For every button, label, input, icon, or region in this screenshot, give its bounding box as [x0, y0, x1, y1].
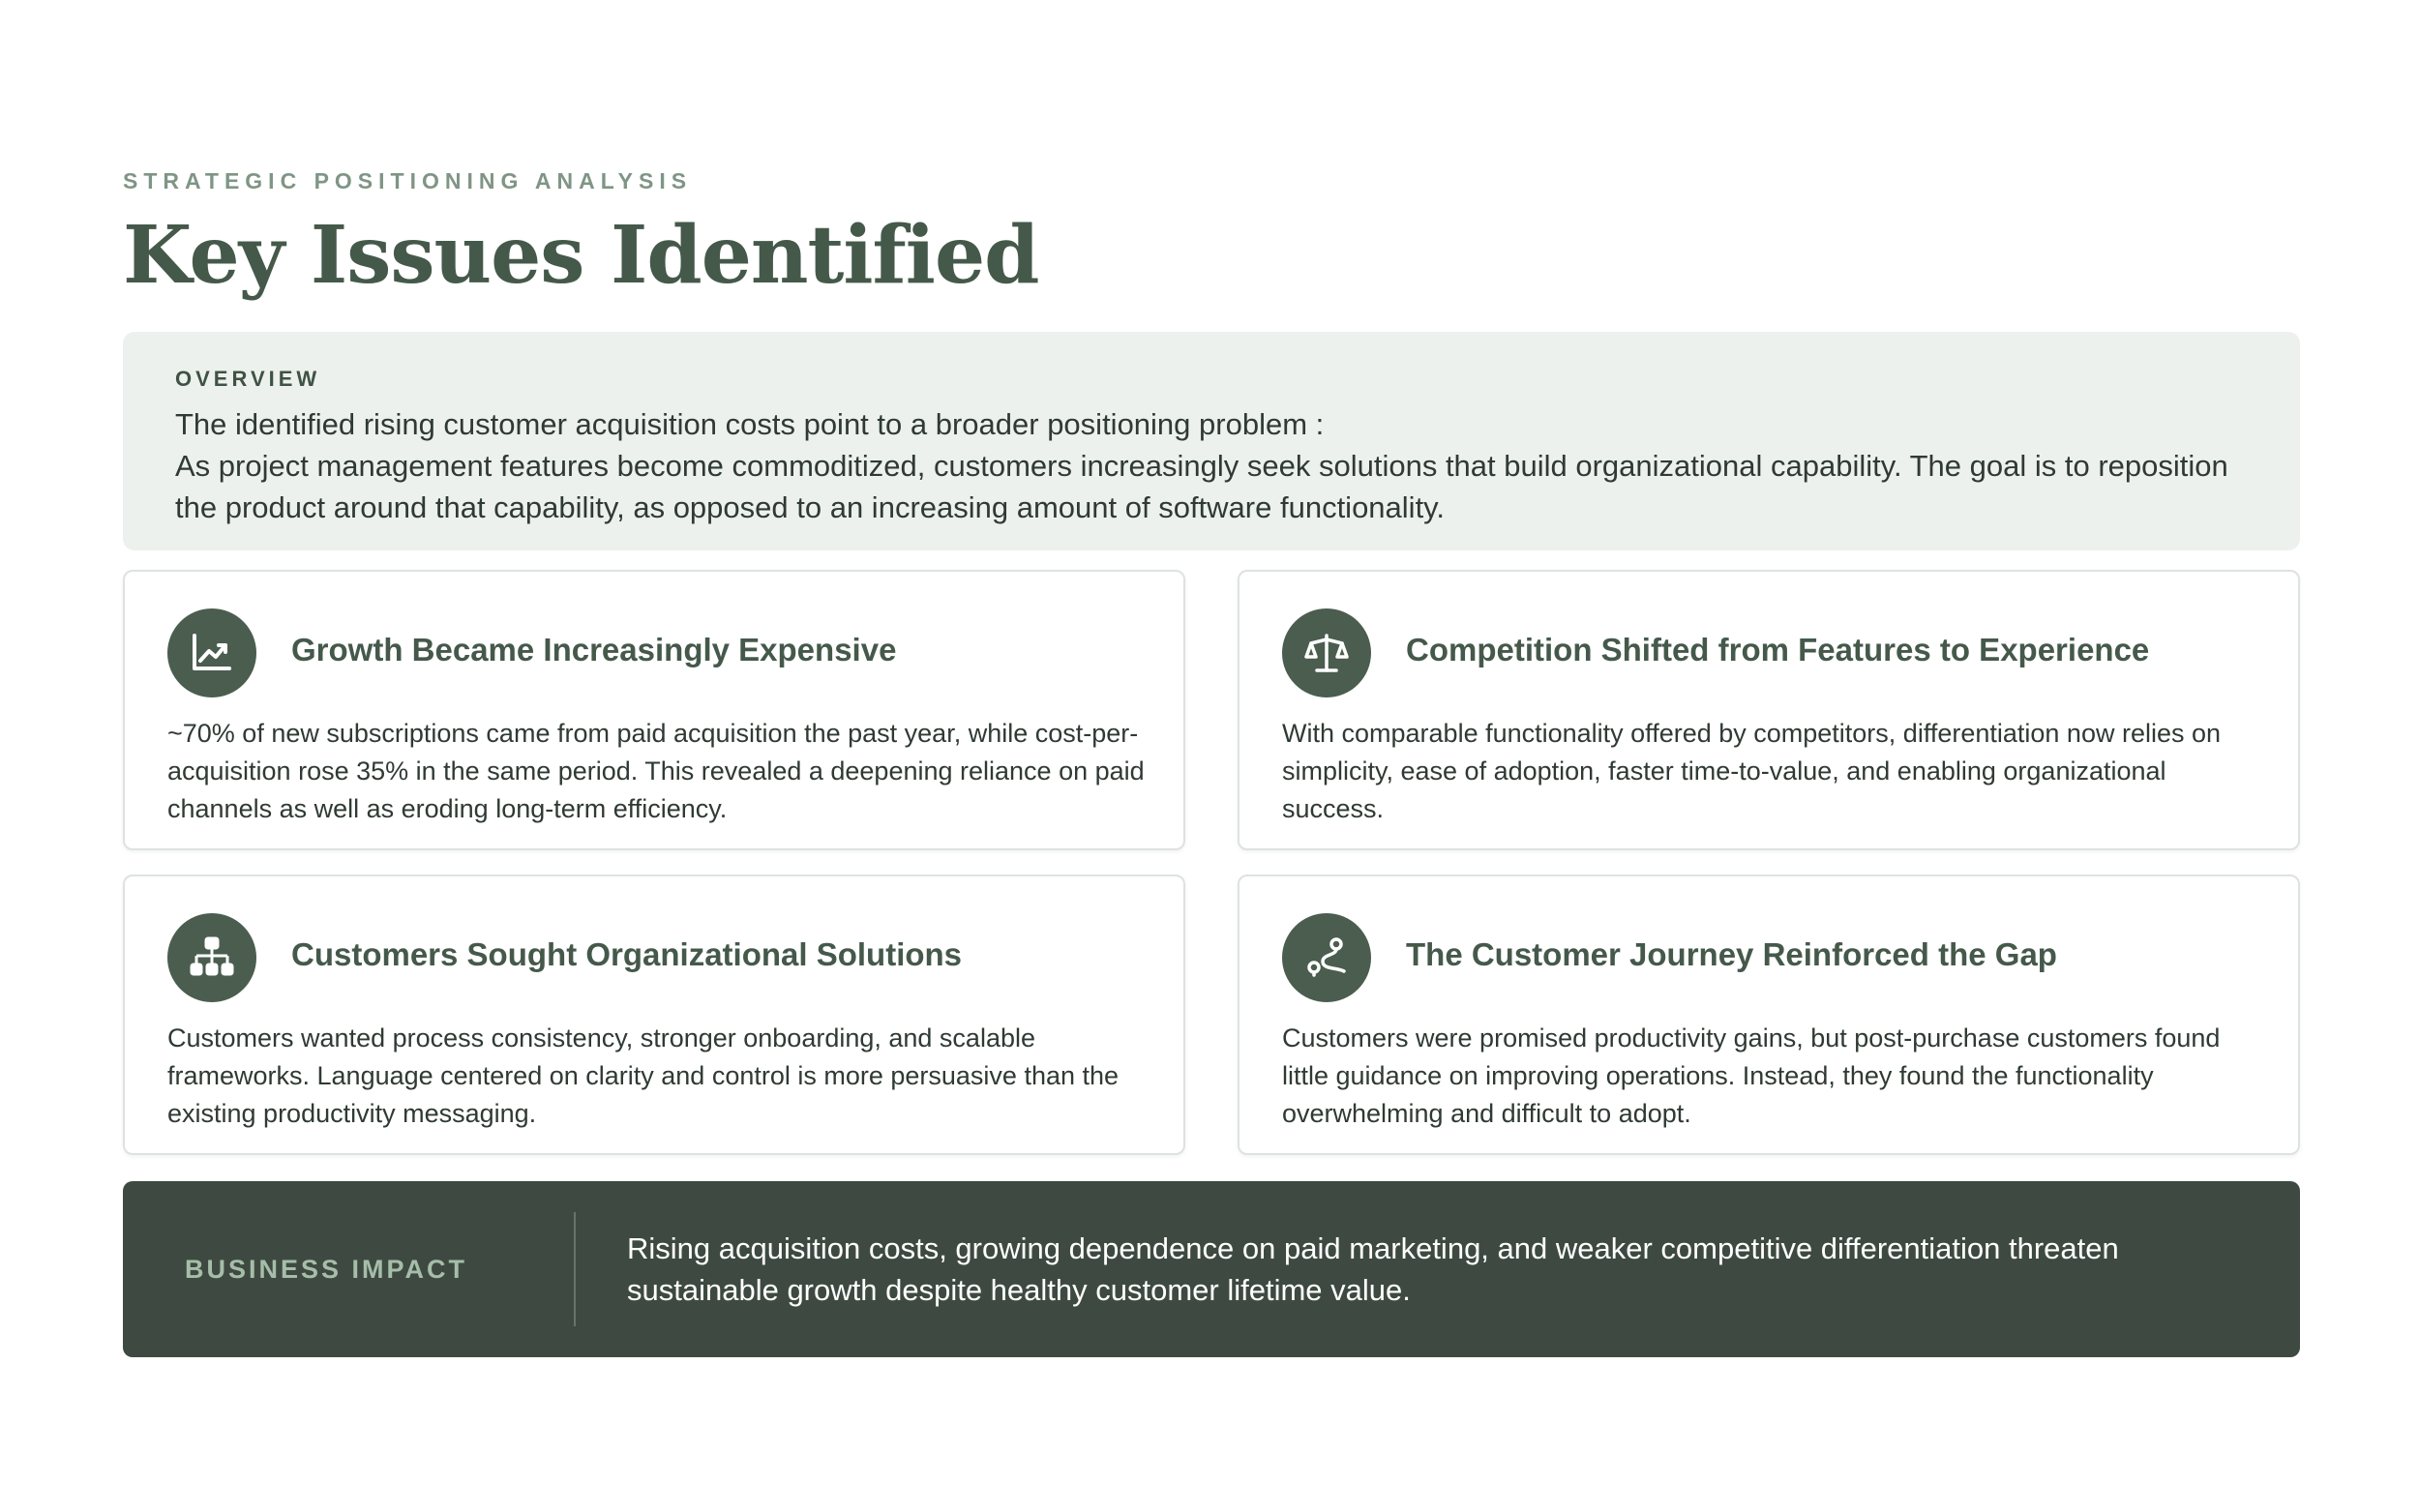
card-body: With comparable functionality offered by competitors, differentiation now relies on simplicity, ease of adoption, faster time-to-value, and enabling organizational success. — [1282, 719, 2222, 823]
card-title: Customers Sought Organizational Solutions — [291, 936, 963, 972]
issue-card-growth — [123, 570, 1185, 850]
issue-card-competition — [1238, 570, 2300, 850]
card-title: The Customer Journey Reinforced the Gap — [1406, 936, 2057, 972]
overview-line-1: The identified rising customer acquisition costs point to a broader positioning problem : — [175, 407, 1325, 441]
issue-card-organizational — [123, 875, 1185, 1155]
business-impact-panel — [123, 1181, 2300, 1357]
overview-text — [175, 403, 2248, 528]
eyebrow-label: STRATEGIC POSITIONING ANALYSIS — [123, 168, 693, 193]
card-body: ~70% of new subscriptions came from paid acquisition the past year, while cost-per-acquisition rose 35% in the same period. This revealed a deepening reliance on paid channels as well as eroding long-term efficiency. — [167, 719, 1145, 823]
issue-card-journey — [1238, 875, 2300, 1155]
overview-panel — [123, 332, 2300, 550]
card-body: Customers wanted process consistency, stronger onboarding, and scalable frameworks. Language centered on clarity and control is more persuasive than the existing productivity messaging. — [167, 1023, 1120, 1128]
card-title: Competition Shifted from Features to Experience — [1406, 632, 2150, 667]
route-icon — [1282, 913, 1371, 1002]
card-title: Growth Became Increasingly Expensive — [291, 632, 897, 667]
impact-divider — [574, 1212, 576, 1326]
card-body: Customers were promised productivity gains, but post-purchase customers found little guidance on improving operations. Instead, they found the functionality overwhelming and difficult to adopt. — [1282, 1023, 2221, 1128]
overview-line-2: As project management features become commoditized, customers increasingly seek solutions that build organizational capability. The goal is to reposition the product around that capability, as opposed to an increasing amount of software functionality. — [175, 449, 2228, 524]
impact-text: Rising acquisition costs, growing dependence on paid marketing, and weaker competitive differentiation threaten sustainable growth despite healthy customer lifetime value. — [627, 1231, 2119, 1307]
page-title: Key Issues Identified — [123, 209, 1039, 302]
org-chart-icon — [167, 913, 256, 1002]
impact-label: BUSINESS IMPACT — [185, 1255, 468, 1284]
balance-scale-icon — [1282, 608, 1371, 697]
overview-label: OVERVIEW — [175, 367, 321, 391]
chart-line-icon — [167, 608, 256, 697]
